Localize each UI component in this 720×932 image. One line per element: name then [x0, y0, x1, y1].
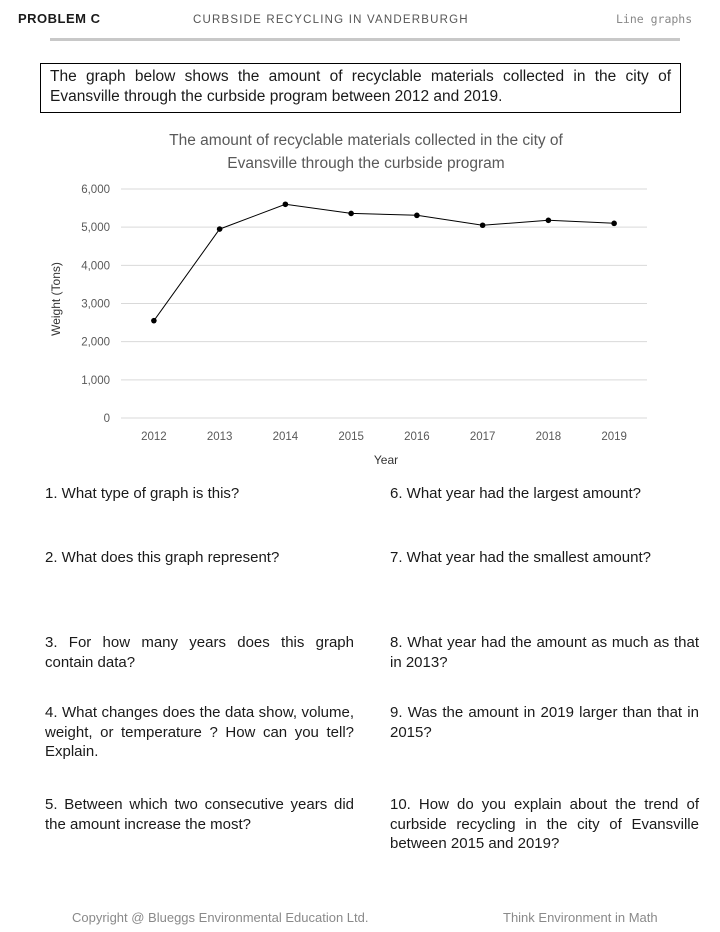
y-tick-label-1000: 1,000 — [81, 374, 110, 387]
x-tick-label-2013: 2013 — [206, 431, 233, 443]
x-tick-label-2016: 2016 — [404, 431, 430, 443]
question-10: 10. How do you explain about the trend of curbside recycling in the city of Evansville between 2015 and 2019? — [390, 796, 699, 852]
chart-title-line1: The amount of recyclable materials collected in the city of — [169, 132, 563, 149]
question-2: 2. What does this graph represent? — [45, 549, 280, 566]
problem-label: PROBLEM C — [18, 11, 101, 26]
question-1: 1. What type of graph is this? — [45, 485, 240, 502]
gridlines — [121, 189, 647, 418]
x-tick-label-2017: 2017 — [469, 431, 496, 443]
data-point-2016 — [414, 213, 420, 219]
question-5: 5. Between which two consecutive years did the amount increase the most? — [45, 796, 354, 833]
y-tick-label-5000: 5,000 — [81, 222, 110, 235]
worksheet-title: CURBSIDE RECYCLING IN VANDERBURGH — [193, 14, 469, 26]
y-tick-label-0: 0 — [103, 413, 110, 425]
y-tick-labels — [81, 184, 110, 425]
copyright-text: Copyright @ Blueggs Environmental Education Ltd. — [72, 910, 369, 925]
data-point-2015 — [348, 211, 354, 217]
y-axis-label: Weight (Tons) — [49, 262, 63, 336]
x-tick-labels — [141, 431, 627, 443]
data-point-2018 — [546, 217, 552, 223]
topic-tag: Line graphs — [616, 12, 693, 26]
series-weight — [151, 201, 617, 323]
line-chart — [40, 124, 680, 474]
y-tick-label-6000: 6,000 — [81, 184, 110, 196]
data-point-2012 — [151, 318, 157, 324]
x-tick-label-2015: 2015 — [338, 431, 364, 443]
data-point-2019 — [611, 221, 617, 227]
data-point-2014 — [283, 201, 289, 207]
header-divider — [50, 38, 680, 41]
x-axis-label: Year — [373, 453, 399, 467]
question-8: 8. What year had the amount as much as that in 2013? — [390, 634, 699, 671]
question-7: 7. What year had the smallest amount? — [390, 549, 651, 566]
y-tick-label-3000: 3,000 — [81, 298, 110, 311]
question-3: 3. For how many years does this graph contain data? — [45, 634, 354, 671]
x-tick-label-2019: 2019 — [601, 431, 627, 443]
data-point-2017 — [480, 222, 486, 228]
footer-slogan: Think Environment in Math — [503, 910, 658, 925]
question-6: 6. What year had the largest amount? — [390, 485, 641, 502]
chart-svg — [40, 124, 680, 474]
intro-text: The graph below shows the amount of recyclable materials collected in the city of Evansville through the curbside program between 2012 and 2019. — [50, 68, 671, 105]
x-tick-label-2012: 2012 — [141, 431, 167, 443]
y-tick-label-4000: 4,000 — [81, 260, 110, 273]
x-tick-label-2014: 2014 — [272, 431, 299, 443]
question-4: 4. What changes does the data show, volume, weight, or temperature ? How can you tell? Explain. — [45, 704, 354, 760]
chart-title-line2: Evansville through the curbside program — [227, 155, 505, 172]
y-tick-label-2000: 2,000 — [81, 336, 110, 349]
intro-box — [40, 63, 681, 113]
data-point-2013 — [217, 226, 223, 232]
x-tick-label-2018: 2018 — [535, 431, 562, 443]
question-9: 9. Was the amount in 2019 larger than that in 2015? — [390, 704, 699, 741]
